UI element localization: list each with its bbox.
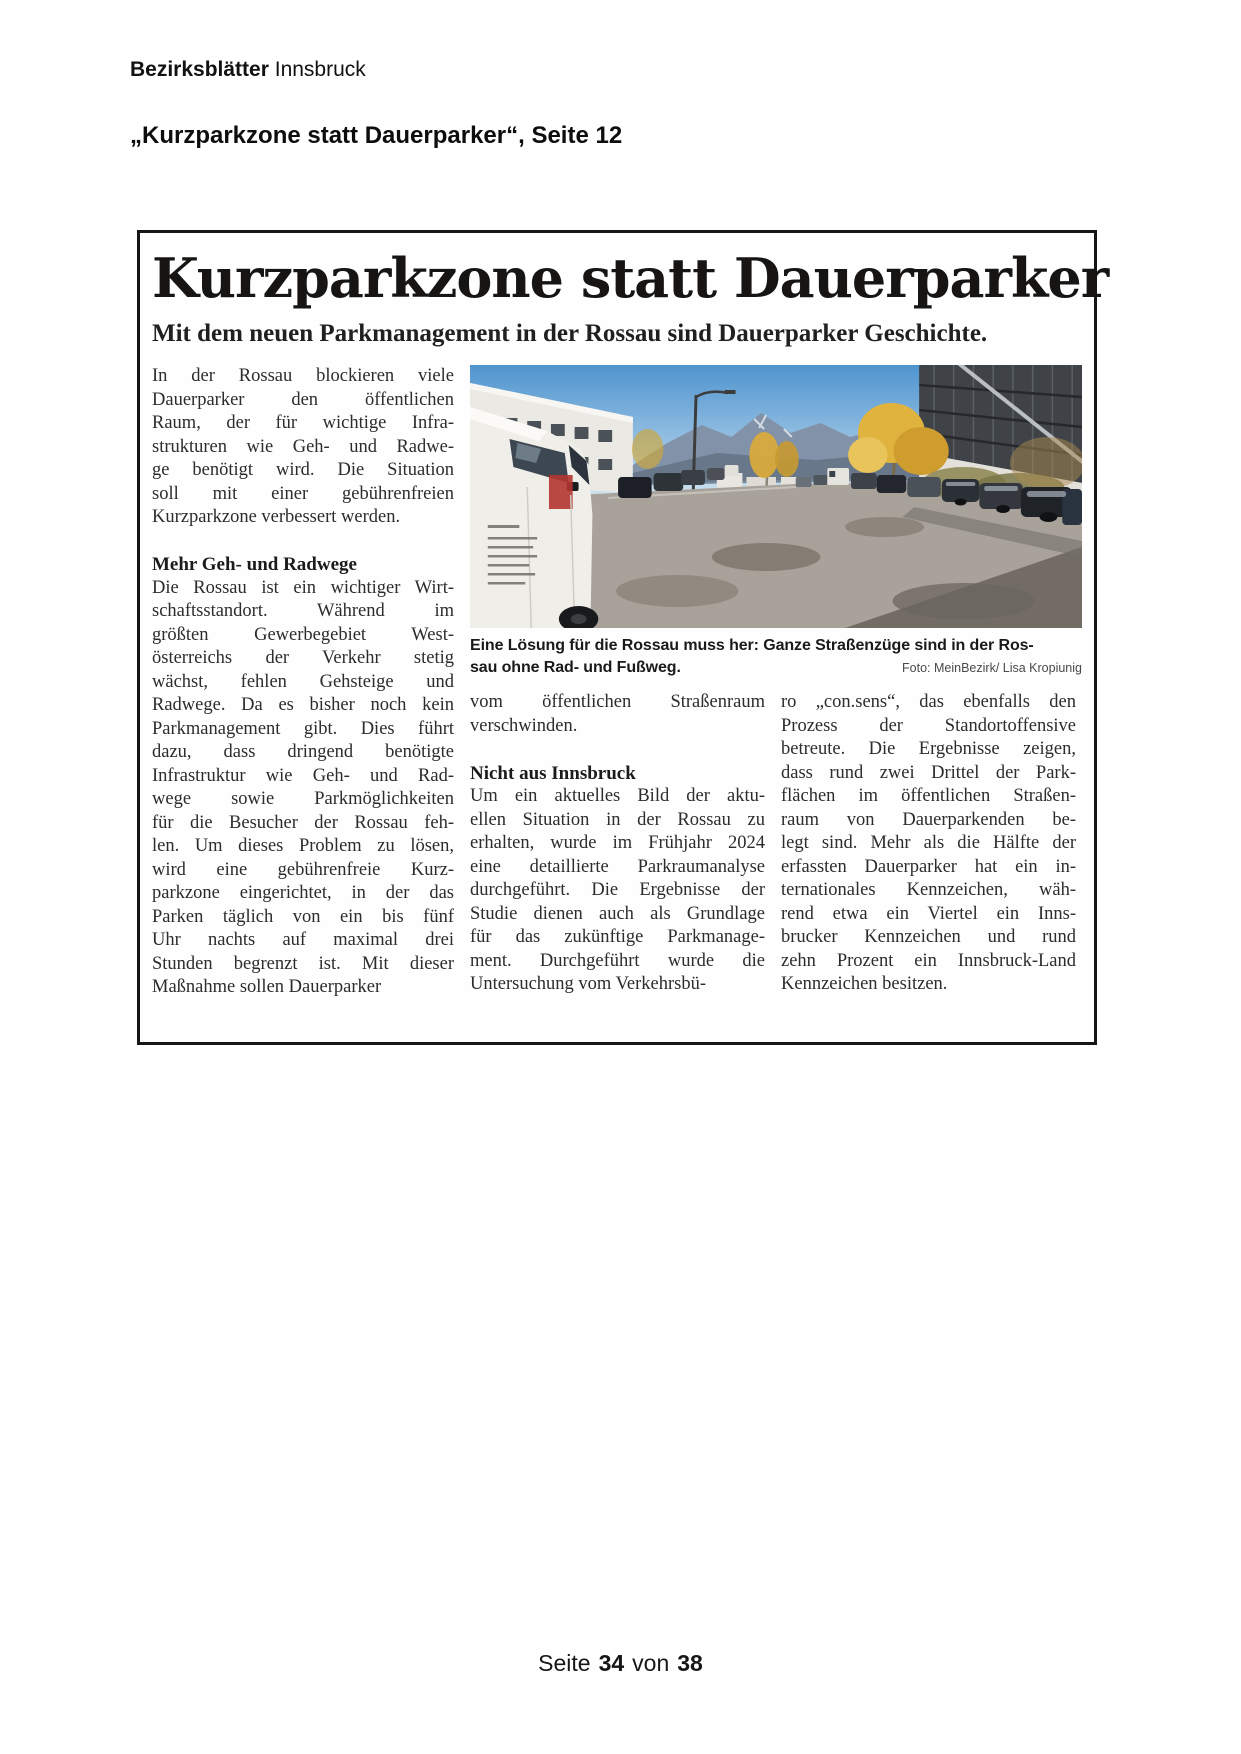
text-line: ro „con.sens“, das ebenfalls den <box>781 692 1076 712</box>
text-line: für das zukünftige Parkmanage- <box>470 927 765 947</box>
text-line: brucker Kennzeichen und rund <box>781 927 1076 947</box>
footer-label-of: von <box>632 1650 670 1676</box>
column-middle <box>470 691 765 997</box>
column-left <box>152 365 454 1000</box>
photo-credit: Foto: MeinBezirk/ Lisa Kropiunig <box>902 661 1082 675</box>
text-line: ment. Durchgeführt wurde die <box>470 950 765 971</box>
text-line: Parkmanagement gibt. Dies führt <box>152 718 454 739</box>
article-photo <box>470 365 1082 628</box>
text-line: wächst, fehlen Gehsteige und <box>152 671 454 692</box>
text-line: schaftsstandort. Während im <box>152 601 454 621</box>
column-gap <box>152 530 454 554</box>
text-line: legt sind. Mehr als die Hälfte der <box>781 833 1076 853</box>
publication-brand: Bezirksblätter <box>130 58 269 81</box>
footer-page-total: 38 <box>677 1650 703 1676</box>
article-body <box>152 365 1082 1000</box>
text-line: Studie dienen auch als Grundlage <box>470 903 765 924</box>
column-gap <box>470 738 765 762</box>
text-line: österreichs der Verkehr stetig <box>152 648 454 668</box>
text-line: flächen im öffentlichen Straßen- <box>781 786 1076 806</box>
text-line: dass rund zwei Drittel der Park- <box>781 762 1076 783</box>
text-line: größten Gewerbegebiet West- <box>152 624 454 645</box>
text-line: ellen Situation in der Rossau zu <box>470 809 765 830</box>
text-line: Parken täglich von ein bis fünf <box>152 906 454 927</box>
publication-header <box>130 58 366 82</box>
text-line: eine detaillierte Parkraumanalyse <box>470 856 765 877</box>
column-subhead: Nicht aus Innsbruck <box>470 762 636 784</box>
article-subhead: Mit dem neuen Parkmanagement in der Rossau sind Dauerparker Geschichte. <box>152 320 988 347</box>
text-line: wege sowie Parkmöglichkeiten <box>152 789 454 809</box>
text-line: dazu, dass dringend benötigte <box>152 742 454 762</box>
text-line: erhalten, wurde im Frühjahr 2024 <box>470 833 765 853</box>
text-line: Raum, der für wichtige Infra- <box>152 413 454 433</box>
text-line: ternationales Kennzeichen, wäh- <box>781 880 1076 900</box>
text-line: In der Rossau blockieren viele <box>152 366 454 386</box>
photo-caption-line1: Eine Lösung für die Rossau muss her: Ganze Straßenzüge sind in der Ros- <box>470 637 1034 654</box>
text-line: zehn Prozent ein Innsbruck-Land <box>781 950 1076 971</box>
text-line: strukturen wie Geh- und Radwe- <box>152 436 454 457</box>
text-line: Die Rossau ist ein wichtiger Wirt- <box>152 577 454 598</box>
text-line: Um ein aktuelles Bild der aktu- <box>470 786 765 806</box>
text-line: Maßnahme sollen Dauerparker <box>152 977 382 997</box>
text-line: erfassten Dauerparker hat ein in- <box>781 856 1076 877</box>
text-line: betreute. Die Ergebnisse zeigen, <box>781 739 1076 759</box>
text-line: für die Besucher der Rossau feh- <box>152 812 454 833</box>
text-line: raum von Dauerparkenden be- <box>781 809 1076 830</box>
text-line: Prozess der Standortoffensive <box>781 715 1076 736</box>
article-right-area <box>470 365 1082 1000</box>
footer-page-number: 34 <box>598 1650 625 1676</box>
text-line: verschwinden. <box>470 715 578 736</box>
text-line: parkzone eingerichtet, in der das <box>152 883 454 903</box>
article-headline: Kurzparkzone statt Dauerparker <box>152 246 1109 310</box>
text-line: ge benötigt wird. Die Situation <box>152 460 454 480</box>
photo-caption <box>470 635 1082 679</box>
page-footer <box>0 1650 1241 1677</box>
publication-edition: Innsbruck <box>274 58 366 81</box>
text-line: Uhr nachts auf maximal drei <box>152 930 454 950</box>
lower-columns <box>470 691 1082 997</box>
text-line: rend etwa ein Viertel ein Inns- <box>781 903 1076 924</box>
text-line: Untersuchung vom Verkehrsbü- <box>470 974 707 994</box>
column-right <box>781 691 1076 997</box>
text-line: durchgeführt. Die Ergebnisse der <box>470 880 765 900</box>
text-line: wird eine gebührenfreie Kurz- <box>152 859 454 880</box>
text-line: Kennzeichen besitzen. <box>781 974 948 994</box>
text-line: vom öffentlichen Straßenraum <box>470 692 765 712</box>
text-line: Stunden begrenzt ist. Mit dieser <box>152 953 454 974</box>
footer-label-page: Seite <box>538 1650 591 1676</box>
photo-caption-line2: sau ohne Rad- und Fußweg. <box>470 659 681 676</box>
article-clipping <box>137 230 1109 1045</box>
text-line: soll mit einer gebührenfreien <box>152 483 454 504</box>
text-line: Kurzparkzone verbessert werden. <box>152 507 401 527</box>
text-line: Infrastruktur wie Geh- und Rad- <box>152 765 454 786</box>
text-line: len. Um dieses Problem zu lösen, <box>152 836 454 856</box>
document-title: „Kurzparkzone statt Dauerparker“, Seite 12 <box>130 122 623 149</box>
column-subhead: Mehr Geh- und Radwege <box>152 554 357 575</box>
text-line: Dauerparker den öffentlichen <box>152 389 454 410</box>
text-line: Radwege. Da es bisher noch kein <box>152 695 454 715</box>
